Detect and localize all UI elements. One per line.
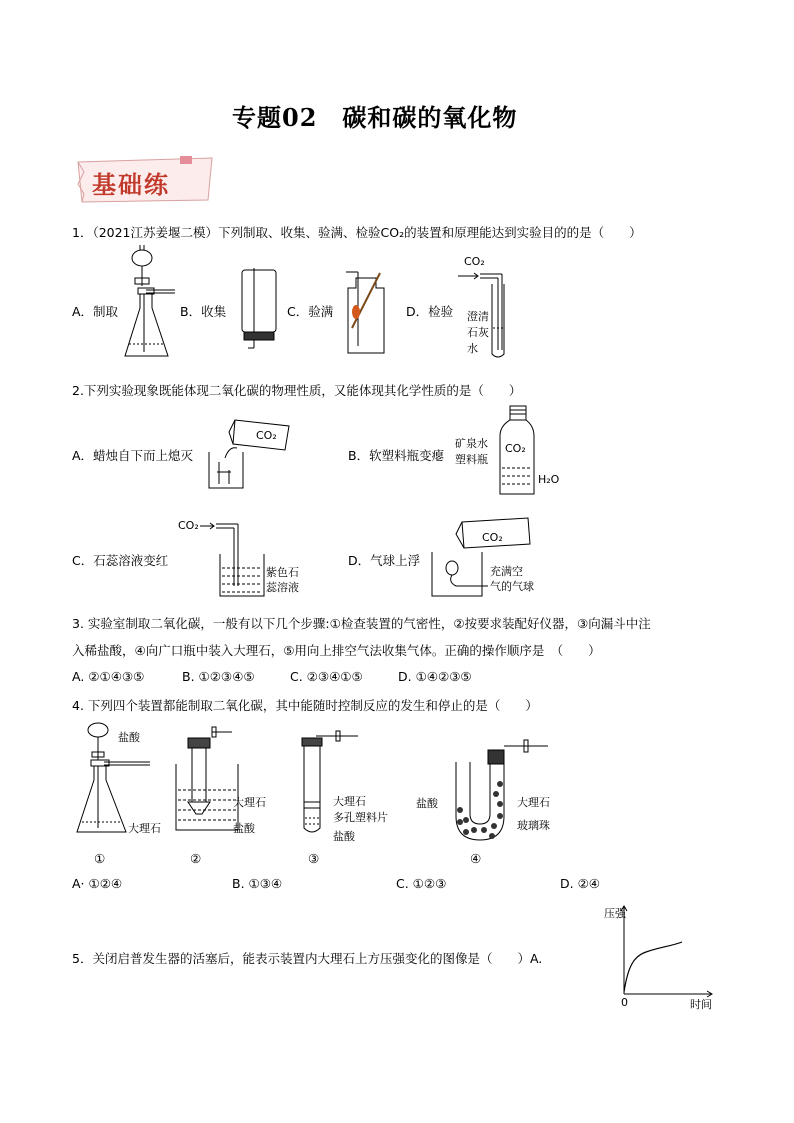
q5-stem: 5．关闭启普发生器的活塞后，能表示装置内大理石上方压强变化的图像是（ ）A. xyxy=(72,951,543,966)
q1-b-collection-diagram xyxy=(232,262,292,352)
section-badge: 基础练 xyxy=(92,170,170,199)
q4-fig3-acid-label: 盐酸 xyxy=(333,830,355,843)
q1-option-b: B．收集 xyxy=(180,304,227,319)
q2-a-candle-diagram xyxy=(205,412,295,492)
q2-b-label-1: 矿泉水 xyxy=(455,437,488,450)
q4-fig4-beads-label: 玻璃珠 xyxy=(517,819,550,832)
q4-fig3-marble-label: 大理石 xyxy=(333,795,366,808)
q1-d-co2-label: CO₂ xyxy=(464,255,485,268)
q2-c-label-2: 蕊溶液 xyxy=(266,581,299,594)
q1-option-c: C．验满 xyxy=(287,304,334,319)
q1-a-flask-diagram xyxy=(120,248,180,363)
page-title: 专题02 碳和碳的氧化物 xyxy=(232,103,518,132)
q4-fig3-plate-label: 多孔塑料片 xyxy=(333,811,388,824)
q3-option-b: B. ①②③④⑤ xyxy=(182,669,255,684)
q5-pressure-graph xyxy=(616,904,716,1004)
q2-b-label-2: 塑料瓶 xyxy=(455,453,488,466)
q1-option-d: D．检验 xyxy=(406,304,454,319)
q2-a-co2-label: CO₂ xyxy=(256,429,277,442)
q2-c-label-1: 紫色石 xyxy=(266,566,299,579)
q1-c-bottle-diagram xyxy=(342,268,392,358)
q5-x-label: 时间 xyxy=(690,998,712,1011)
q2-option-a: A．蜡烛自下而上熄灭 xyxy=(72,448,194,463)
q4-option-b: B. ①③④ xyxy=(232,876,283,891)
q4-fig-number-3: ③ xyxy=(308,851,320,866)
q2-c-co2-label: CO₂ xyxy=(178,519,199,532)
q2-option-c: C．石蕊溶液变红 xyxy=(72,553,169,568)
q4-fig1-acid-label: 盐酸 xyxy=(118,731,140,744)
q2-option-d: D．气球上浮 xyxy=(348,553,421,568)
q4-fig4-marble-label: 大理石 xyxy=(517,796,550,809)
q1-d-label-3: 水 xyxy=(467,342,478,355)
q4-fig-number-2: ② xyxy=(190,851,202,866)
q4-option-d: D. ②④ xyxy=(560,876,600,891)
q2-d-co2-label: CO₂ xyxy=(482,531,503,544)
q2-stem: 2.下列实验现象既能体现二氧化碳的物理性质，又能体现其化学性质的是（ ） xyxy=(72,383,522,398)
q2-b-h2o-label: H₂O xyxy=(538,473,560,486)
q4-fig2-acid-label: 盐酸 xyxy=(233,822,255,835)
q1-option-a: A．制取 xyxy=(72,304,119,319)
q2-b-co2-label: CO₂ xyxy=(505,442,526,455)
q4-option-a: A· ①②④ xyxy=(72,876,123,891)
q3-option-d: D. ①④②③⑤ xyxy=(398,669,472,684)
q3-stem-line2: 入稀盐酸，④向广口瓶中装入大理石，⑤用向上排空气法收集气体。正确的操作顺序是 （ ） xyxy=(72,643,601,658)
q1-stem: 1．（2021江苏姜堰二模）下列制取、收集、验满、检验CO₂的装置和原理能达到实验目的的是（ ） xyxy=(72,225,642,240)
q3-option-a: A. ②①④③⑤ xyxy=(72,669,145,684)
q5-y-label: 压强 xyxy=(604,907,626,920)
q2-option-b: B．软塑料瓶变瘪 xyxy=(348,448,445,463)
q1-d-label-1: 澄清 xyxy=(467,310,489,323)
q2-d-label-1: 充满空 xyxy=(490,565,523,578)
q4-fig-number-4: ④ xyxy=(470,851,482,866)
q4-option-c: C. ①②③ xyxy=(396,876,447,891)
q3-stem-line1: 3. 实验室制取二氧化碳，一般有以下几个步骤:①检查装置的气密性，②按要求装配好仪器，③向漏斗中注 xyxy=(72,616,651,631)
q5-origin-label: 0 xyxy=(621,996,628,1009)
q2-d-label-2: 气的气球 xyxy=(490,580,534,593)
q4-stem: 4. 下列四个装置都能制取二氧化碳，其中能随时控制反应的发生和停止的是（ ） xyxy=(72,698,538,713)
q4-fig2-beaker-diagram xyxy=(172,724,242,834)
q3-option-c: C. ②③④①⑤ xyxy=(290,669,363,684)
q1-d-label-2: 石灰 xyxy=(467,326,489,339)
q4-fig2-marble-label: 大理石 xyxy=(233,796,266,809)
q5-pressure-curve xyxy=(624,942,682,992)
q4-fig4-acid-label: 盐酸 xyxy=(416,797,438,810)
q4-fig-number-1: ① xyxy=(94,851,106,866)
q4-fig1-marble-label: 大理石 xyxy=(128,822,161,835)
